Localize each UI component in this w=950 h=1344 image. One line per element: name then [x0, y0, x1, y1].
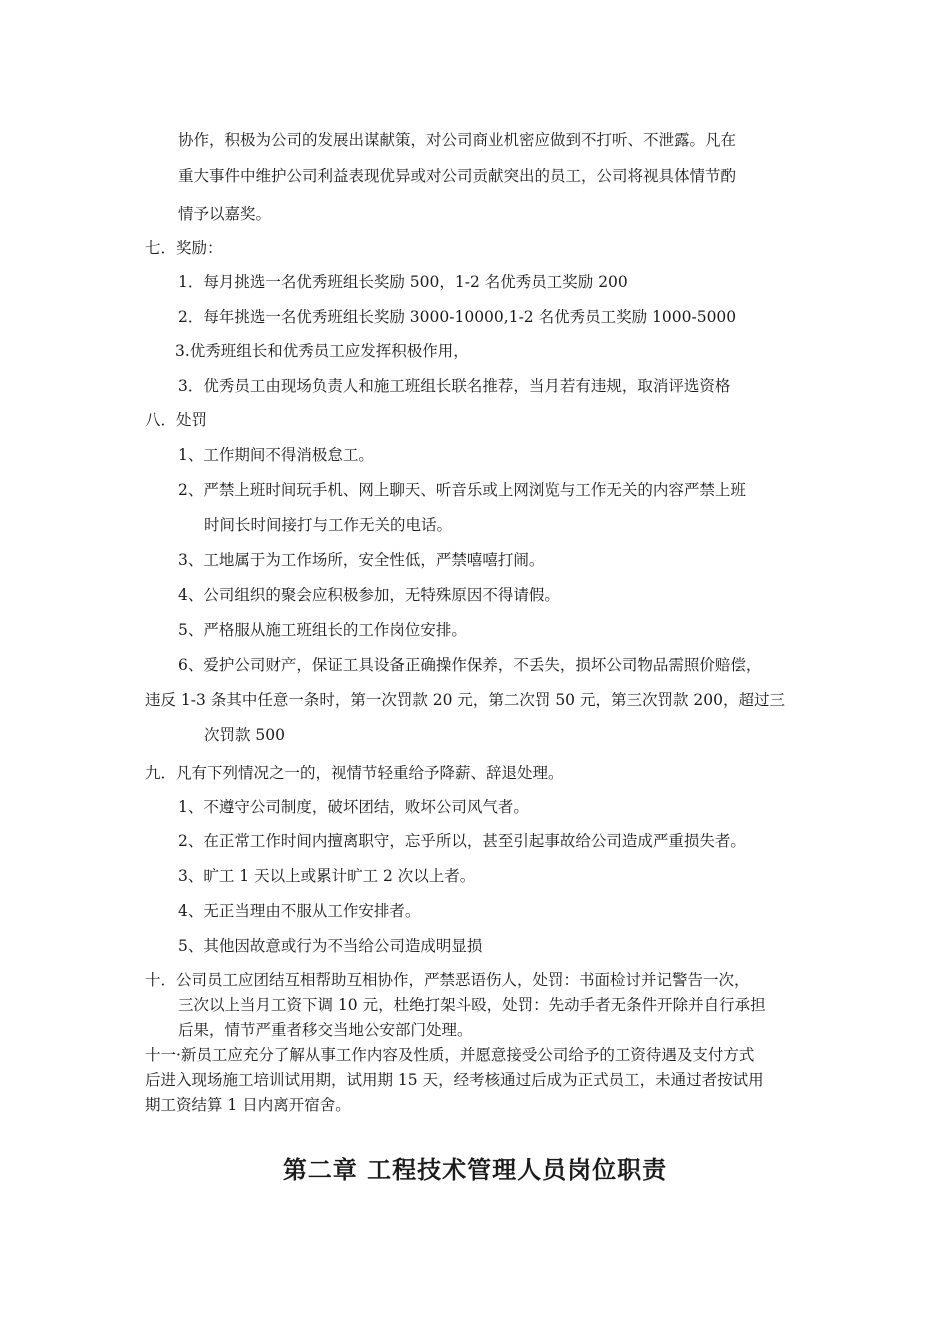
list-item: 2、在正常工作时间内擅离职守，忘乎所以，甚至引起事故给公司造成严重损失者。: [178, 832, 746, 850]
paragraph-line: 后进入现场施工培训试用期，试用期 15 天，经考核通过后成为正式员工，未通过者按试用: [145, 1071, 764, 1089]
list-item: 3、工地属于为工作场所，安全性低，严禁嘻嘻打闹。: [178, 551, 545, 569]
list-item: 1、工作期间不得消极怠工。: [178, 446, 374, 464]
list-item: 3、旷工 1 天以上或累计旷工 2 次以上者。: [178, 867, 476, 885]
chapter-title: 第二章 工程技术管理人员岗位职责: [282, 1156, 668, 1184]
paragraph-line: 后果，情节严重者移交当地公安部门处理。: [178, 1021, 473, 1039]
list-item: 4、公司组织的聚会应积极参加，无特殊原因不得请假。: [178, 586, 560, 604]
list-item: 1、不遵守公司制度，破坏团结，败坏公司风气者。: [178, 798, 529, 816]
section-heading-11: 十一·新员工应充分了解从事工作内容及性质，并愿意接受公司给予的工资待遇及支付方式: [145, 1046, 755, 1064]
paragraph-line: 三次以上当月工资下调 10 元，杜绝打架斗殴，处罚：先动手者无条件开除并自行承担: [178, 996, 766, 1014]
list-item: 3.优秀班组长和优秀员工应发挥积极作用，: [175, 342, 469, 360]
list-item: 3．优秀员工由现场负责人和施工班组长联名推荐，当月若有违规，取消评选资格: [178, 377, 731, 395]
section-heading-9: 九．凡有下列情况之一的，视情节轻重给予降薪、辞退处理。: [145, 764, 564, 782]
paragraph-line: 协作，积极为公司的发展出谋献策，对公司商业机密应做到不打听、不泄露。凡在: [178, 131, 737, 149]
list-item: 5、严格服从施工班组长的工作岗位安排。: [178, 621, 467, 639]
list-item: 2．每年挑选一名优秀班组长奖励 3000-10000,1-2 名优秀员工奖励 1000-5000: [178, 308, 737, 326]
paragraph-line: 情予以嘉奖。: [178, 205, 272, 223]
list-item: 2、严禁上班时间玩手机、网上聊天、听音乐或上网浏览与工作无关的内容严禁上班: [178, 481, 746, 499]
paragraph-line: 期工资结算 1 日内离开宿舍。: [145, 1096, 351, 1114]
list-item-continuation: 次罚款 500: [204, 726, 286, 744]
list-item: 5、其他因故意或行为不当给公司造成明显损: [178, 937, 483, 955]
list-item: 1．每月挑选一名优秀班组长奖励 500，1-2 名优秀员工奖励 200: [178, 273, 628, 291]
list-item-continuation: 时间长时间接打与工作无关的电话。: [204, 516, 453, 534]
list-item: 6、爱护公司财产，保证工具设备正确操作保养，不丢失，损坏公司物品需照价赔偿，: [178, 656, 762, 674]
section-heading-10: 十．公司员工应团结互相帮助互相协作，严禁恶语伤人，处罚：书面检讨并记警告一次，: [145, 971, 750, 989]
section-heading-8: 八．处罚: [145, 411, 208, 429]
list-item-continuation: 违反 1-3 条其中任意一条时，第一次罚款 20 元，第二次罚 50 元，第三次罚款 200，超过三: [145, 691, 785, 709]
list-item: 4、无正当理由不服从工作安排者。: [178, 902, 421, 920]
paragraph-line: 重大事件中维护公司利益表现优异或对公司贡献突出的员工，公司将视具体情节酌: [178, 167, 737, 185]
section-heading-7: 七．奖励：: [145, 239, 223, 257]
